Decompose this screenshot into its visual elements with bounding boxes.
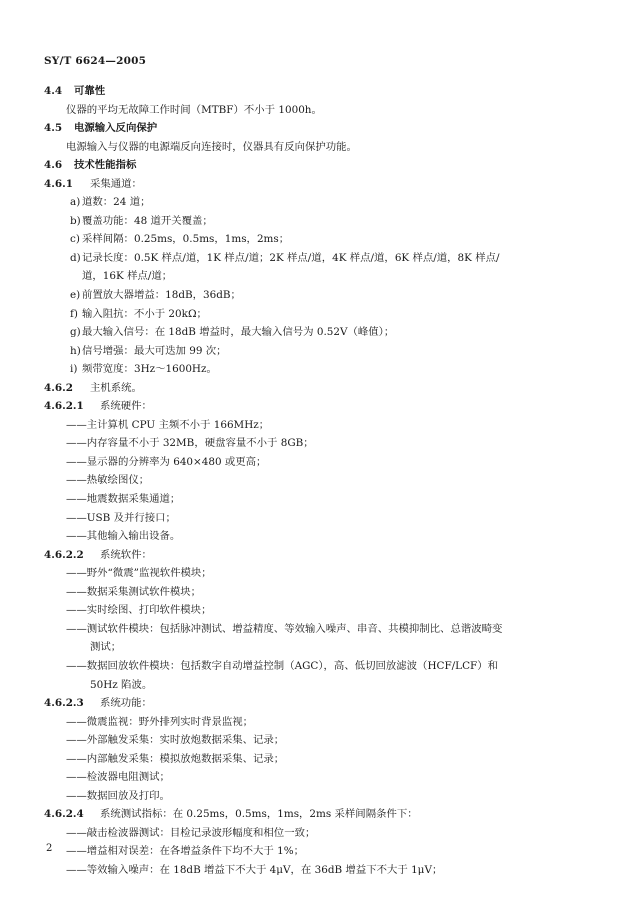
text-line [44, 323, 584, 342]
clause-title: 系统功能： [100, 697, 152, 710]
text-line [44, 305, 584, 324]
list-marker: f) [70, 307, 78, 320]
text-line [44, 342, 584, 361]
text-line [44, 713, 584, 732]
list-item-text: 输入阻抗：不小于 20kΩ； [82, 307, 207, 320]
text-line [44, 842, 584, 861]
clause-number: 4.6.2.3 [44, 697, 84, 710]
dash-list-continuation: 测试； [90, 641, 122, 654]
text-line [44, 527, 584, 546]
dash-list-item: ——增益相对误差：在各增益条件下均不大于 1%； [66, 845, 304, 858]
dash-list-item: ——测试软件模块：包括脉冲测试、增益精度、等效输入噪声、串音、共模抑制比、总谐波畸变 [66, 622, 503, 635]
dash-list-item: ——外部触发采集：实时放炮数据采集、记录； [66, 734, 285, 747]
text-line [44, 638, 584, 657]
text-line [44, 583, 584, 602]
clause-title: 系统测试指标：在 0.25ms，0.5ms，1ms，2ms 采样间隔条件下： [100, 808, 418, 821]
document-body [44, 82, 584, 880]
list-item-text: 前置放大器增益：18dB，36dB； [82, 289, 241, 302]
text-line [44, 230, 584, 249]
text-line [44, 175, 584, 194]
text-line [44, 286, 584, 305]
dash-list-item: ——内部触发采集：模拟放炮数据采集、记录； [66, 752, 285, 765]
text-line [44, 416, 584, 435]
clause-number: 4.6.2.1 [44, 400, 84, 413]
list-marker: d) [70, 251, 81, 264]
dash-list-item: ——热敏绘图仪； [66, 474, 150, 487]
text-line [44, 453, 584, 472]
dash-list-item: ——检波器电阻测试； [66, 771, 170, 784]
text-line [44, 471, 584, 490]
text-line [44, 249, 584, 268]
text-line [44, 101, 584, 120]
text-line [44, 156, 584, 175]
text-line [44, 267, 584, 286]
list-marker: g) [70, 326, 81, 339]
list-item-text: 记录长度：0.5K 样点/道，1K 样点/道；2K 样点/道，4K 样点/道，6K 样点/道，8K 样点/ [82, 251, 500, 264]
list-marker: b) [70, 214, 81, 227]
list-item-text: 频带宽度：3Hz～1600Hz。 [82, 363, 217, 376]
text-line [44, 138, 584, 157]
text-line [44, 768, 584, 787]
paragraph-text: 电源输入与仪器的电源端反向连接时，仪器具有反向保护功能。 [66, 140, 357, 153]
text-line [44, 731, 584, 750]
list-marker: i) [70, 363, 78, 376]
dash-list-item: ——地震数据采集通道； [66, 493, 181, 506]
text-line [44, 676, 584, 695]
dash-list-item: ——微震监视：野外排列实时背景监视； [66, 715, 254, 728]
text-line [44, 861, 584, 880]
dash-list-item: ——野外“微震”监视软件模块； [66, 567, 212, 580]
section-number: 4.4 [44, 85, 63, 97]
text-line [44, 360, 584, 379]
section-title: 技术性能指标 [74, 159, 137, 172]
dash-list-item: ——其他输入输出设备。 [66, 530, 181, 543]
text-line [44, 434, 584, 453]
dash-list-item: ——数据回放及打印。 [66, 789, 170, 802]
dash-list-item: ——主计算机 CPU 主频不小于 166MHz； [66, 418, 270, 431]
dash-list-item: ——内存容量不小于 32MB，硬盘容量不小于 8GB； [66, 437, 314, 450]
clause-title: 系统硬件： [100, 400, 152, 413]
text-line [44, 193, 584, 212]
list-item-text: 道数：24 道； [82, 196, 151, 209]
section-number: 4.6 [44, 159, 63, 172]
standard-header: SY/T 6624—2005 [44, 55, 147, 67]
text-line [44, 509, 584, 528]
text-line [44, 805, 584, 824]
text-line [44, 620, 584, 639]
clause-title: 系统软件： [100, 548, 152, 561]
text-line [44, 601, 584, 620]
dash-list-item: ——敲击检波器测试：目检记录波形幅度和相位一致； [66, 826, 316, 839]
text-line [44, 787, 584, 806]
page-number: 2 [46, 843, 53, 854]
section-title: 电源输入反向保护 [74, 122, 158, 135]
text-line [44, 82, 584, 101]
dash-list-item: ——数据回放软件模块：包括数字自动增益控制（AGC），高、低切回放滤波（HCF/LCF）和 [66, 659, 499, 672]
text-line [44, 750, 584, 769]
list-item-text: 采样间隔：0.25ms，0.5ms，1ms，2ms； [82, 233, 290, 246]
dash-list-item: ——USB 及并行接口； [66, 511, 176, 524]
list-item-text: 覆盖功能：48 道开关覆盖； [82, 214, 213, 227]
list-item-text: 信号增强：最大可迭加 99 次； [82, 344, 227, 357]
clause-title: 采集通道： [90, 177, 142, 190]
text-line [44, 379, 584, 398]
dash-list-item: ——数据采集测试软件模块； [66, 585, 202, 598]
section-number: 4.5 [44, 122, 63, 135]
clause-number: 4.6.2 [44, 381, 73, 394]
dash-list-item: ——实时绘图、打印软件模块； [66, 604, 212, 617]
dash-list-continuation: 50Hz 陷波。 [90, 678, 153, 691]
list-item-text: 最大输入信号：在 18dB 增益时，最大输入信号为 0.52V（峰值）； [82, 326, 395, 339]
text-line [44, 564, 584, 583]
list-marker: c) [70, 233, 80, 246]
text-line [44, 657, 584, 676]
list-item-continuation: 道，16K 样点/道； [82, 270, 173, 283]
dash-list-item: ——显示器的分辨率为 640×480 或更高； [66, 455, 267, 468]
clause-number: 4.6.1 [44, 177, 73, 190]
text-line [44, 397, 584, 416]
text-line [44, 119, 584, 138]
text-line [44, 546, 584, 565]
list-marker: a) [70, 196, 81, 209]
text-line [44, 212, 584, 231]
text-line [44, 490, 584, 509]
list-marker: e) [70, 289, 81, 302]
text-line [44, 694, 584, 713]
text-line [44, 824, 584, 843]
clause-number: 4.6.2.4 [44, 808, 84, 821]
paragraph-text: 仪器的平均无故障工作时间（MTBF）不小于 1000h。 [66, 103, 322, 116]
list-marker: h) [70, 344, 81, 357]
section-title: 可靠性 [74, 85, 106, 97]
clause-number: 4.6.2.2 [44, 548, 84, 561]
clause-title: 主机系统。 [90, 381, 142, 394]
dash-list-item: ——等效输入噪声：在 18dB 增益下不大于 4μV，在 36dB 增益下不大于 1μV； [66, 863, 443, 876]
